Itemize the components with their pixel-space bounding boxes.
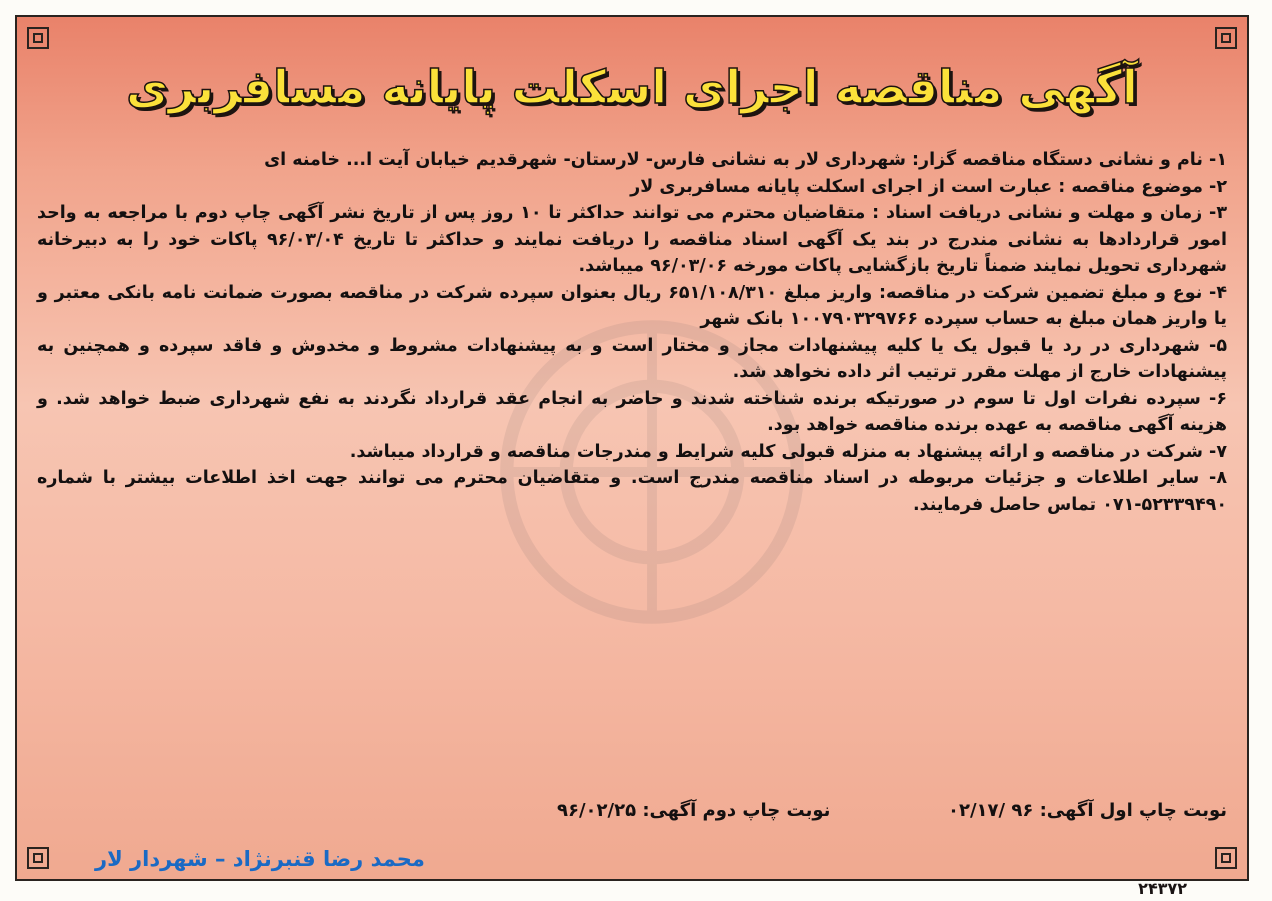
notice-item-3: ۳- زمان و مهلت و نشانی دریافت اسناد : متقاضیان محترم می توانند حداکثر تا ۱۰ روز پس از تاریخ نشر آگهی چاپ دوم با مراجعه به واحد امور قراردادها به نشانی مندرج در بند یک آگهی اسناد مناقصه را دریافت نمایند و حداکثر تا تاریخ ۹۶/۰۳/۰۴ پاکات خود را به دبیرخانه شهرداری تحویل نمایند ضمناً تاریخ بازگشایی پاکات مورخه ۹۶/۰۳/۰۶ میباشد. <box>37 203 1227 276</box>
notice-item-5: ۵- شهرداری در رد یا قبول یک یا کلیه پیشنهادات مجاز و مختار است و به پیشنهادات مشروط و مخدوش و فاقد سپرده و همچنین به پیشنهادات خارج از مهلت مقرر ترتیب اثر داده نخواهد شد. <box>37 335 1227 382</box>
notice-code: ۲۴۳۷۲ <box>1138 879 1187 898</box>
corner-ornament <box>21 21 55 55</box>
notice-item-8: ۸- سایر اطلاعات و جزئیات مربوطه در اسناد مناقصه مندرج است. و متقاضیان محترم می توانند جهت اخذ اطلاعات بیشتر با شماره ۵۲۳۳۹۴۹۰-۰۷۱ تماس حاصل فرمایند. <box>37 468 1227 515</box>
second-print-date: نوبت چاپ دوم آگهی: ۹۶/۰۲/۲۵ <box>557 800 831 821</box>
notice-item-7: ۷- شرکت در مناقصه و ارائه پیشنهاد به منزله قبولی کلیه شرایط و مندرجات مناقصه و قرارداد میباشد. <box>349 441 1227 462</box>
notice-item-4: ۴- نوع و مبلغ تضمین شرکت در مناقصه: واریز مبلغ ۶۵۱/۱۰۸/۳۱۰ ریال بعنوان سپرده شرکت در مناقصه بصورت ضمانت نامه بانکی معتبر و یا واریز همان مبلغ به حساب سپرده ۱۰۰۷۹۰۳۲۹۷۶۶ بانک شهر <box>37 282 1227 329</box>
notice-frame <box>15 15 1249 898</box>
notice-item-6: ۶- سپرده نفرات اول تا سوم در صورتیکه برنده شناخته شدند و حاضر به انجام عقد قرارداد نگردند به نفع شهرداری ضبط خواهد شد. و هزینه آگهی مناقصه به عهده برنده مناقصه خواهد بود. <box>37 388 1227 435</box>
corner-ornament <box>1209 21 1243 55</box>
notice-content <box>37 60 1227 898</box>
notice-item-2: ۲- موضوع مناقصه : عبارت است از اجرای اسکلت پایانه مسافربری لار <box>630 176 1227 197</box>
notice-items <box>37 147 1227 518</box>
mayor-signature: محمد رضا قنبرنژاد – شهردار لار <box>95 847 425 871</box>
print-schedule <box>37 800 1227 821</box>
notice-title: آگهی مناقصه اجرای اسکلت پایانه مسافربری <box>126 60 1138 114</box>
notice-item-1: ۱- نام و نشانی دستگاه مناقصه گزار: شهرداری لار به نشانی فارس- لارستان- شهرقدیم خیابان آیت ا... خامنه ای <box>264 150 1227 170</box>
first-print-date: نوبت چاپ اول آگهی: ۹۶ /۰۲/۱۷ <box>947 800 1227 821</box>
